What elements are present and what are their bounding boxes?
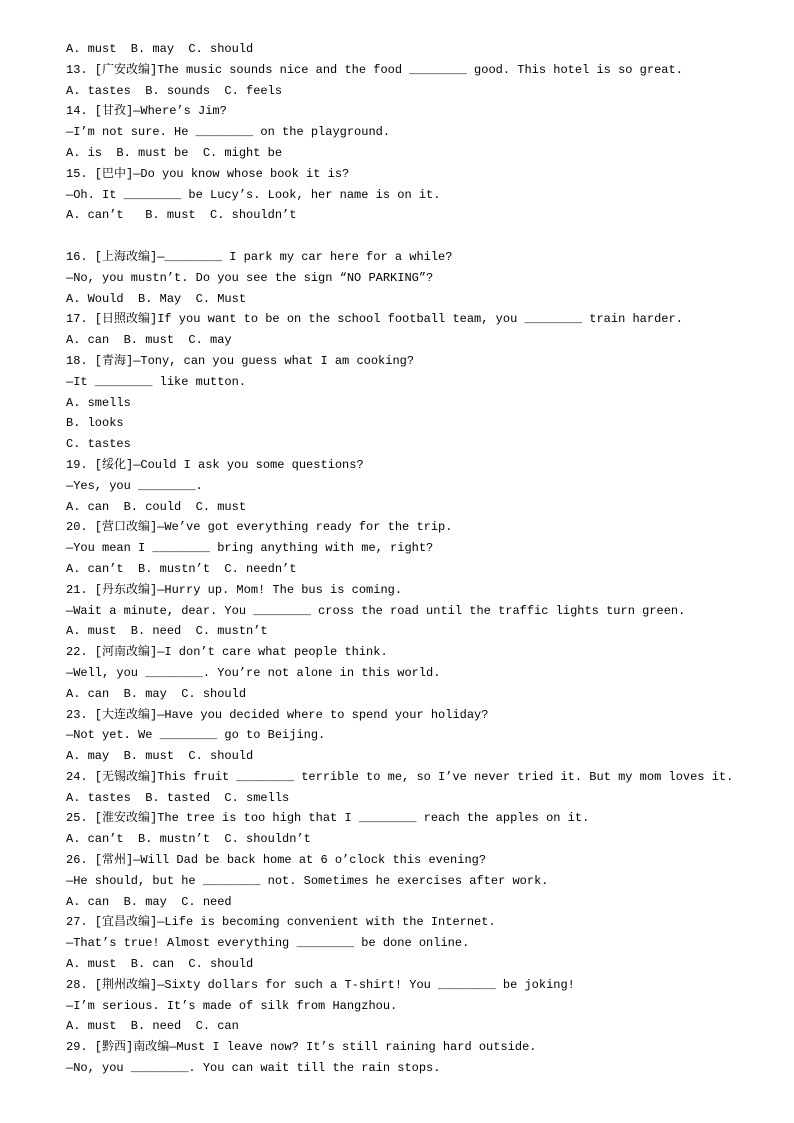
blank-line [66, 226, 766, 247]
options-13: A. tastes B. sounds C. feels [66, 83, 283, 98]
dialogue-19: —Yes, you ________. [66, 478, 203, 493]
dialogue-20: —You mean I ________ bring anything with me, right? [66, 541, 434, 556]
options-24: A. tastes B. tasted C. smells [66, 790, 290, 805]
options-28: A. must B. need C. can [66, 1019, 239, 1034]
dialogue-29: —No, you ________. You can wait till the rain stops. [66, 1061, 441, 1076]
dialogue-14: —I’m not sure. He ________ on the playground. [66, 125, 391, 140]
question-28: 28. [荆州改编]—Sixty dollars for such a T-shirt! You ________ be joking! [66, 977, 575, 992]
question-29: 29. [黔西]南改编—Must I leave now? It’s still raining hard outside. [66, 1040, 537, 1055]
options-19: A. can B. could C. must [66, 499, 247, 514]
option-18b: B. looks [66, 416, 124, 431]
option-18c: C. tastes [66, 437, 131, 452]
dialogue-21: —Wait a minute, dear. You ________ cross the road until the traffic lights turn green. [66, 603, 686, 618]
question-25: 25. [淮安改编]The tree is too high that I ________ reach the apples on it. [66, 811, 590, 826]
dialogue-16: —No, you mustn’t. Do you see the sign “NO PARKING”? [66, 270, 434, 285]
options-15: A. can’t B. must C. shouldn’t [66, 208, 297, 223]
options-23: A. may B. must C. should [66, 749, 254, 764]
question-23: 23. [大连改编]—Have you decided where to spend your holiday? [66, 707, 489, 722]
dialogue-22: —Well, you ________. You’re not alone in this world. [66, 665, 441, 680]
options-20: A. can’t B. mustn’t C. needn’t [66, 561, 297, 576]
dialogue-15: —Oh. It ________ be Lucy’s. Look, her name is on it. [66, 187, 441, 202]
options-26: A. can B. may C. need [66, 894, 232, 909]
question-13: 13. [广安改编]The music sounds nice and the food ________ good. This hotel is so great. [66, 62, 683, 77]
option-18a: A. smells [66, 395, 131, 410]
question-20: 20. [营口改编]—We’ve got everything ready for the trip. [66, 520, 453, 535]
question-26: 26. [常州]—Will Dad be back home at 6 o’clock this evening? [66, 853, 487, 868]
options-17: A. can B. must C. may [66, 333, 232, 348]
options-25: A. can’t B. mustn’t C. shouldn’t [66, 832, 311, 847]
question-16: 16. [上海改编]—________ I park my car here for a while? [66, 249, 453, 264]
dialogue-26: —He should, but he ________ not. Sometimes he exercises after work. [66, 873, 549, 888]
question-18: 18. [青海]—Tony, can you guess what I am cooking? [66, 353, 415, 368]
text-line: A. must B. may C. should [66, 42, 254, 56]
question-15: 15. [巴中]—Do you know whose book it is? [66, 166, 350, 181]
options-27: A. must B. can C. should [66, 957, 254, 972]
options-21: A. must B. need C. mustn’t [66, 624, 268, 639]
dialogue-18: —It ________ like mutton. [66, 374, 247, 389]
options-14: A. is B. must be C. might be [66, 145, 283, 160]
dialogue-27: —That’s true! Almost everything ________ be done online. [66, 936, 470, 951]
options-22: A. can B. may C. should [66, 686, 247, 701]
question-21: 21. [丹东改编]—Hurry up. Mom! The bus is coming. [66, 582, 403, 597]
question-27: 27. [宜昌改编]—Life is becoming convenient with the Internet. [66, 915, 496, 930]
options-16: A. Would B. May C. Must [66, 291, 247, 306]
dialogue-23: —Not yet. We ________ go to Beijing. [66, 728, 326, 743]
question-14: 14. [甘孜]—Where’s Jim? [66, 104, 227, 119]
question-22: 22. [河南改编]—I don’t care what people think. [66, 645, 388, 660]
question-17: 17. [日照改编]If you want to be on the school football team, you ________ train harder. [66, 312, 683, 327]
dialogue-28: —I’m serious. It’s made of silk from Hangzhou. [66, 998, 398, 1013]
worksheet-page [66, 39, 766, 1079]
question-19: 19. [绥化]—Could I ask you some questions? [66, 457, 364, 472]
question-24: 24. [无锡改编]This fruit ________ terrible to me, so I’ve never tried it. But my mom loves it. [66, 769, 734, 784]
